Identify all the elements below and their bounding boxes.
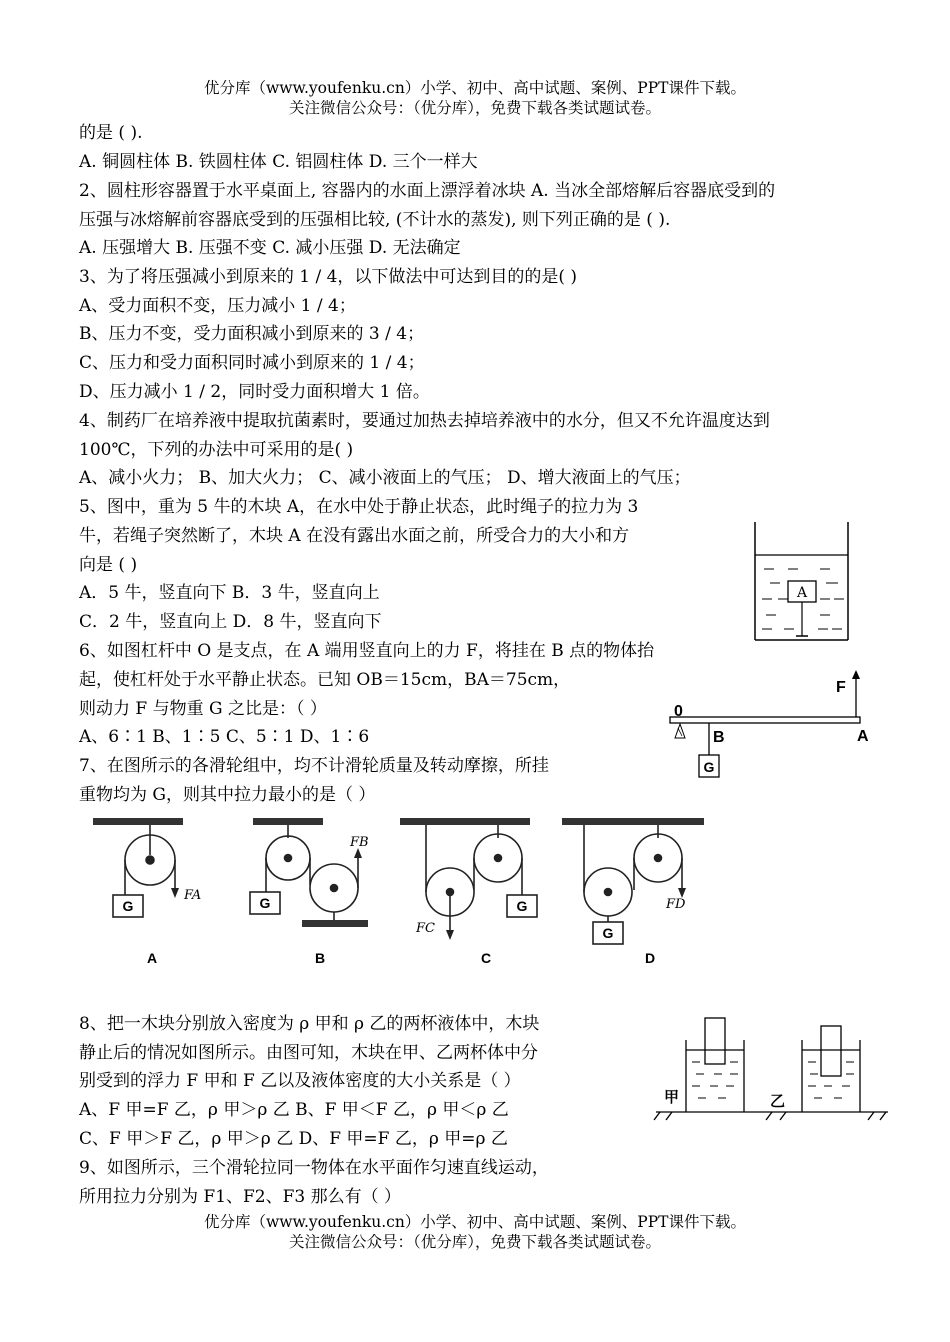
system-d-label: D xyxy=(644,950,656,966)
force-fa-label: FA xyxy=(184,888,202,903)
ceiling-c xyxy=(400,818,530,825)
weight-c-label: G xyxy=(516,898,528,914)
q9-stem-line-2: 所用拉力分别为 F1、F2、F3 那么有（ ） xyxy=(79,1187,402,1207)
q2-stem-line-2: 压强与冰熔解前容器底受到的压强相比较, (不计水的蒸发), 则下列正确的是 ( ). xyxy=(79,210,671,230)
q3-option-c: C、压力和受力面积同时减小到原来的 1 / 4； xyxy=(79,353,425,373)
q5-stem-line-2: 牛，若绳子突然断了，木块 A 在没有露出水面之前，所受合力的大小和方 xyxy=(79,526,630,546)
q2-stem-line-1: 2、圆柱形容器置于水平桌面上, 容器内的水面上漂浮着冰块 A. 当冰全部熔解后容器底受到的 xyxy=(79,181,776,201)
label-yi: 乙 xyxy=(770,1093,786,1110)
q5-options-ab: A．5 牛，竖直向下 B．3 牛，竖直向上 xyxy=(79,583,380,603)
q8-stem-line-1: 8、把一木块分别放入密度为 ρ 甲和 ρ 乙的两杯液体中，木块 xyxy=(79,1014,540,1034)
q3-stem: 3、为了将压强减小到原来的 1 / 4，以下做法中可达到目的的是( ) xyxy=(79,267,578,287)
label-b: B xyxy=(713,729,725,746)
q6-stem-line-3: 则动力 F 与物重 G 之比是：（ ） xyxy=(79,699,327,719)
force-fd-label: FD xyxy=(666,897,686,912)
q5-stem-line-1: 5、图中，重为 5 牛的木块 A，在水中处于静止状态，此时绳子的拉力为 3 xyxy=(79,497,639,517)
header-line-2: 关注微信公众号：（优分库），免费下载各类试题试卷。 xyxy=(288,99,661,117)
label-a: A xyxy=(857,728,869,745)
fulcrum-icon xyxy=(675,724,685,738)
q3-option-b: B、压力不变，受力面积减小到原来的 3 / 4； xyxy=(79,324,425,344)
q4-stem-line-1: 4、制药厂在培养液中提取抗菌素时，要通过加热去掉培养液中的水分，但又不允许温度达到 xyxy=(79,411,770,431)
q5-options-cd: C．2 牛，竖直向上 D．8 牛，竖直向下 xyxy=(79,612,382,632)
q7-pulley-figure xyxy=(80,810,720,970)
q3-option-d: D、压力减小 1 / 2，同时受力面积增大 1 倍。 xyxy=(79,382,430,402)
q6-stem-line-1: 6、如图杠杆中 O 是支点，在 A 端用竖直向上的力 F，将挂在 B 点的物体抬 xyxy=(79,641,655,661)
ceiling-a xyxy=(93,818,183,825)
force-fc-label: FC xyxy=(416,921,435,936)
q4-stem-line-2: 100℃，下列的办法中可采用的是( ) xyxy=(79,440,354,460)
q6-lever-figure xyxy=(660,668,880,786)
q4-options: A、减小火力； B、加大火力； C、减小液面上的气压； D、增大液面上的气压； xyxy=(79,468,691,488)
q8-options-cd: C、F 甲＞F 乙，ρ 甲＞ρ 乙 D、F 甲=F 乙，ρ 甲=ρ 乙 xyxy=(79,1129,508,1149)
header-line-1: 优分库（www.youfenku.cn）小学、初中、高中试题、案例、PPT课件下载。 xyxy=(203,79,747,97)
weight-a-label: G xyxy=(122,898,134,914)
q6-options: A、6∶1 B、1∶5 C、5∶1 D、1∶6 xyxy=(79,727,370,747)
q9-stem-line-1: 9、如图所示，三个滑轮拉同一物体在水平面作匀速直线运动， xyxy=(79,1158,549,1178)
q8-beakers-figure xyxy=(652,1014,892,1126)
q1-options: A. 铜圆柱体 B. 铁圆柱体 C. 铝圆柱体 D. 三个一样大 xyxy=(79,152,478,172)
force-fb-label: FB xyxy=(350,835,369,850)
q7-stem-line-2: 重物均为 G，则其中拉力最小的是（ ） xyxy=(79,785,376,805)
wood-block-yi xyxy=(821,1026,841,1076)
q3-option-a: A、受力面积不变，压力减小 1 / 4； xyxy=(79,296,356,316)
label-f: F xyxy=(836,679,846,696)
label-g: G xyxy=(703,759,715,775)
q5-stem-line-3: 向是 ( ) xyxy=(79,555,138,575)
wood-block-jia xyxy=(705,1018,725,1064)
lever-bar xyxy=(670,717,860,723)
q2-options: A. 压强增大 B. 压强不变 C. 减小压强 D. 无法确定 xyxy=(79,238,461,258)
q1-tail: 的是 ( ). xyxy=(79,123,143,143)
q8-stem-line-2: 静止后的情况如图所示。由图可知，木块在甲、乙两杯体中分 xyxy=(79,1043,538,1063)
system-a-label: A xyxy=(146,950,158,966)
block-a-label: A xyxy=(796,585,808,601)
weight-b-label: G xyxy=(259,895,271,911)
q6-stem-line-2: 起，使杠杆处于水平静止状态。已知 OB＝15cm，BA＝75cm， xyxy=(79,670,571,690)
ceiling-b xyxy=(253,818,323,825)
label-jia: 甲 xyxy=(664,1089,680,1106)
system-c-label: C xyxy=(480,950,492,966)
q8-options-ab: A、F 甲=F 乙，ρ 甲＞ρ 乙 B、F 甲＜F 乙，ρ 甲＜ρ 乙 xyxy=(79,1100,509,1120)
footer-line-2: 关注微信公众号：（优分库），免费下载各类试题试卷。 xyxy=(288,1233,661,1251)
footer-line-1: 优分库（www.youfenku.cn）小学、初中、高中试题、案例、PPT课件下载。 xyxy=(203,1213,747,1231)
system-b-label: B xyxy=(314,950,326,966)
weight-d-label: G xyxy=(602,925,614,941)
ceiling-d xyxy=(562,818,704,825)
q5-water-container-figure xyxy=(748,517,856,645)
q8-stem-line-3: 别受到的浮力 F 甲和 F 乙以及液体密度的大小关系是（ ） xyxy=(79,1071,521,1091)
label-o: 0 xyxy=(674,703,683,720)
q7-stem-line-1: 7、在图所示的各滑轮组中，均不计滑轮质量及转动摩擦，所挂 xyxy=(79,756,549,776)
